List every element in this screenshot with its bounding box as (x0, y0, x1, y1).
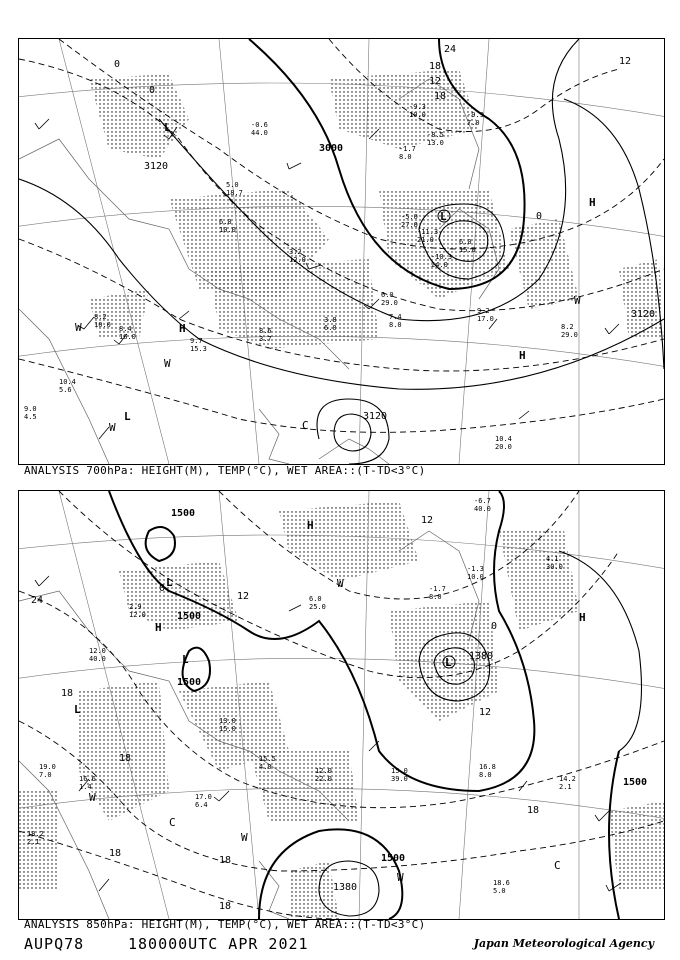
height-label-1380: 1380 (469, 651, 494, 662)
station-obs (259, 327, 272, 343)
high-center: H (519, 349, 526, 362)
warm-center: W (241, 831, 248, 844)
agency-name: Japan Meteorological Agency (473, 937, 654, 950)
station-obs (24, 405, 37, 421)
svg-text:24.0: 24.0 (431, 261, 448, 269)
isotherm-label: 24 (444, 44, 457, 55)
low-center: L (74, 703, 81, 716)
svg-text:16.6: 16.6 (79, 775, 96, 783)
svg-text:8.0: 8.0 (479, 771, 492, 779)
svg-text:15.3: 15.3 (190, 345, 207, 353)
svg-text:6.0: 6.0 (309, 595, 322, 603)
svg-text:4.5: 4.5 (24, 413, 37, 421)
svg-text:-10.3: -10.3 (431, 253, 453, 261)
valid-time: 180000UTC APR 2021 (128, 935, 309, 953)
cold-center: C (302, 419, 309, 432)
svg-text:-5.0: -5.0 (401, 213, 418, 221)
isotherm-label: 0 (536, 211, 543, 222)
svg-text:6.0: 6.0 (381, 291, 394, 299)
chart-code: AUPQ78 (24, 935, 85, 953)
850hpa-map-canvas (19, 491, 664, 919)
svg-text:4.0: 4.0 (259, 763, 272, 771)
svg-text:2.1: 2.1 (559, 783, 572, 791)
svg-text:12.0: 12.0 (89, 647, 106, 655)
warm-center: W (89, 791, 96, 804)
svg-text:17.0: 17.0 (477, 315, 494, 323)
station-obs (401, 213, 418, 229)
svg-text:8.0: 8.0 (429, 593, 442, 601)
svg-text:27.0: 27.0 (401, 221, 418, 229)
station-obs (309, 595, 326, 611)
svg-text:2.9: 2.9 (129, 603, 142, 611)
station-obs (559, 775, 576, 791)
low-center: L (164, 121, 171, 134)
height-label-3120: 3120 (363, 411, 388, 422)
warm-center: W (337, 577, 344, 590)
low-center: L (182, 653, 189, 666)
svg-text:8.2: 8.2 (561, 323, 574, 331)
svg-text:6.0: 6.0 (219, 218, 232, 226)
svg-text:9.2: 9.2 (477, 307, 490, 315)
svg-text:18.2: 18.2 (27, 830, 44, 838)
svg-text:-1.7: -1.7 (399, 145, 416, 153)
700hpa-map-canvas (19, 39, 664, 464)
low-center: L (124, 410, 131, 423)
svg-text:-1.3: -1.3 (467, 565, 484, 573)
station-obs (39, 763, 56, 779)
svg-text:19.0: 19.0 (39, 763, 56, 771)
svg-text:5.0: 5.0 (226, 181, 239, 189)
station-obs (381, 291, 398, 307)
svg-text:-0.6: -0.6 (251, 121, 268, 129)
station-obs (561, 323, 578, 339)
svg-text:2.1: 2.1 (27, 838, 40, 846)
svg-text:15.5: 15.5 (259, 755, 276, 763)
low-center: L (440, 210, 447, 223)
isotherm-label: 18 (119, 753, 132, 764)
svg-text:-11.3: -11.3 (417, 228, 439, 236)
height-label-3000: 3000 (319, 143, 344, 154)
station-obs (226, 181, 243, 197)
warm-center: W (397, 871, 404, 884)
svg-text:8.0: 8.0 (389, 321, 402, 329)
station-obs (429, 585, 446, 601)
isotherm-label: 12 (479, 707, 492, 718)
svg-text:6.0: 6.0 (324, 324, 337, 332)
svg-text:8.2: 8.2 (94, 313, 107, 321)
wet-area-shading (89, 69, 664, 349)
svg-text:1.4: 1.4 (79, 783, 92, 791)
700hpa-caption: ANALYSIS 700hPa: HEIGHT(M), TEMP(°C), WET AREA::(T-TD<3°C) (24, 464, 426, 477)
svg-text:-8.5: -8.5 (427, 131, 444, 139)
station-obs (474, 497, 491, 513)
height-label-3120: 3120 (631, 309, 656, 320)
svg-text:15.0: 15.0 (459, 246, 476, 254)
svg-text:40.0: 40.0 (474, 505, 491, 513)
isotherm-label: 18 (219, 901, 232, 912)
station-obs (389, 313, 402, 329)
isotherm-label: 18 (429, 61, 442, 72)
isotherm-label: 12 (429, 76, 442, 87)
svg-text:18.7: 18.7 (226, 189, 243, 197)
svg-text:15.0: 15.0 (219, 725, 236, 733)
station-obs (479, 763, 496, 779)
svg-text:40.0: 40.0 (89, 655, 106, 663)
isotherm-label: 0 (491, 621, 498, 632)
svg-text:10.0: 10.0 (219, 226, 236, 234)
station-obs (391, 767, 408, 783)
high-center: H (155, 621, 162, 634)
svg-text:10.0: 10.0 (94, 321, 111, 329)
station-obs (409, 103, 426, 119)
svg-text:10.4: 10.4 (59, 378, 76, 386)
svg-text:7.0: 7.0 (467, 119, 480, 127)
height-label-1500: 1500 (381, 853, 406, 864)
svg-text:-1.7: -1.7 (429, 585, 446, 593)
svg-text:5.0: 5.0 (493, 887, 506, 895)
station-obs (495, 435, 512, 451)
height-label-1500: 1500 (623, 777, 648, 788)
svg-text:12.0: 12.0 (315, 767, 332, 775)
station-obs (324, 316, 337, 332)
height-label-1380: 1380 (333, 882, 358, 893)
svg-text:-9.9: -9.9 (467, 111, 484, 119)
svg-text:6.0: 6.0 (459, 238, 472, 246)
isotherm-label: 0 (114, 59, 121, 70)
svg-text:9.7: 9.7 (190, 337, 203, 345)
station-obs (493, 879, 510, 895)
svg-text:30.0: 30.0 (546, 563, 563, 571)
isotherm-label: 12 (237, 591, 250, 602)
svg-text:10.0: 10.0 (409, 111, 426, 119)
svg-text:-9.3: -9.3 (409, 103, 426, 111)
svg-text:10.0: 10.0 (467, 573, 484, 581)
station-obs (190, 337, 207, 353)
svg-text:8.6: 8.6 (259, 327, 272, 335)
height-label-3120: 3120 (144, 161, 169, 172)
analysis-700hpa-map (18, 38, 665, 465)
station-obs (399, 145, 416, 161)
isotherm-label: 24 (31, 595, 44, 606)
svg-text:7.4: 7.4 (389, 313, 402, 321)
svg-text:15.0: 15.0 (391, 767, 408, 775)
isotherm-label: 12 (619, 56, 632, 67)
station-obs (89, 647, 106, 663)
svg-text:12.0: 12.0 (129, 611, 146, 619)
svg-text:3.2: 3.2 (289, 248, 302, 256)
svg-text:10.4: 10.4 (495, 435, 512, 443)
svg-text:14.2: 14.2 (559, 775, 576, 783)
isotherm-label: 0 (149, 85, 156, 96)
station-obs (467, 565, 484, 581)
warm-center: W (164, 357, 171, 370)
station-obs (467, 111, 484, 127)
high-center: H (179, 322, 186, 335)
isotherm-label: 18 (61, 688, 74, 699)
warm-center: W (75, 321, 82, 334)
height-label-1500: 1500 (171, 508, 196, 519)
isotherm-label: 18 (434, 91, 447, 102)
svg-text:13.0: 13.0 (427, 139, 444, 147)
analysis-850hpa-map (18, 490, 665, 920)
svg-text:16.0: 16.0 (119, 333, 136, 341)
station-obs (315, 767, 332, 783)
svg-text:18.6: 18.6 (493, 879, 510, 887)
svg-text:12.0: 12.0 (289, 256, 306, 264)
warm-center: W (109, 421, 116, 434)
isotherm-label: 18 (219, 855, 232, 866)
svg-text:16.8: 16.8 (479, 763, 496, 771)
svg-text:3.7: 3.7 (259, 335, 272, 343)
height-label-1500: 1500 (177, 611, 202, 622)
svg-text:29.0: 29.0 (561, 331, 578, 339)
svg-text:7.0: 7.0 (39, 771, 52, 779)
high-center: H (589, 196, 596, 209)
svg-text:17.0: 17.0 (195, 793, 212, 801)
height-label-1500: 1500 (177, 677, 202, 688)
isotherm-label: 18 (109, 848, 122, 859)
low-center: L (166, 576, 173, 589)
station-obs (195, 793, 212, 809)
high-center: H (579, 611, 586, 624)
svg-text:6.4: 6.4 (195, 801, 208, 809)
high-center: H (307, 519, 314, 532)
svg-text:-6.7: -6.7 (474, 497, 491, 505)
warm-center: W (574, 294, 581, 307)
svg-text:25.0: 25.0 (309, 603, 326, 611)
cold-center: C (554, 859, 561, 872)
isotherm-label: 12 (421, 515, 434, 526)
isotherm-label: 18 (527, 805, 540, 816)
svg-text:20.0: 20.0 (495, 443, 512, 451)
svg-text:21.0: 21.0 (417, 236, 434, 244)
svg-text:3.8: 3.8 (324, 316, 337, 324)
isotherm-label: 0 (159, 583, 166, 594)
svg-text:13.0: 13.0 (219, 717, 236, 725)
station-obs (251, 121, 268, 137)
station-obs (59, 378, 76, 394)
svg-text:8.4: 8.4 (119, 325, 132, 333)
svg-text:4.1: 4.1 (546, 555, 559, 563)
station-obs (427, 131, 444, 147)
850hpa-caption: ANALYSIS 850hPa: HEIGHT(M), TEMP(°C), WET AREA::(T-TD<3°C) (24, 918, 426, 931)
station-obs (219, 717, 236, 733)
svg-text:5.6: 5.6 (59, 386, 72, 394)
svg-text:9.0: 9.0 (24, 405, 37, 413)
svg-text:29.0: 29.0 (381, 299, 398, 307)
svg-text:44.0: 44.0 (251, 129, 268, 137)
svg-text:22.0: 22.0 (315, 775, 332, 783)
low-center: L (445, 656, 452, 669)
svg-text:39.0: 39.0 (391, 775, 408, 783)
cold-center: C (169, 816, 176, 829)
svg-text:8.0: 8.0 (399, 153, 412, 161)
